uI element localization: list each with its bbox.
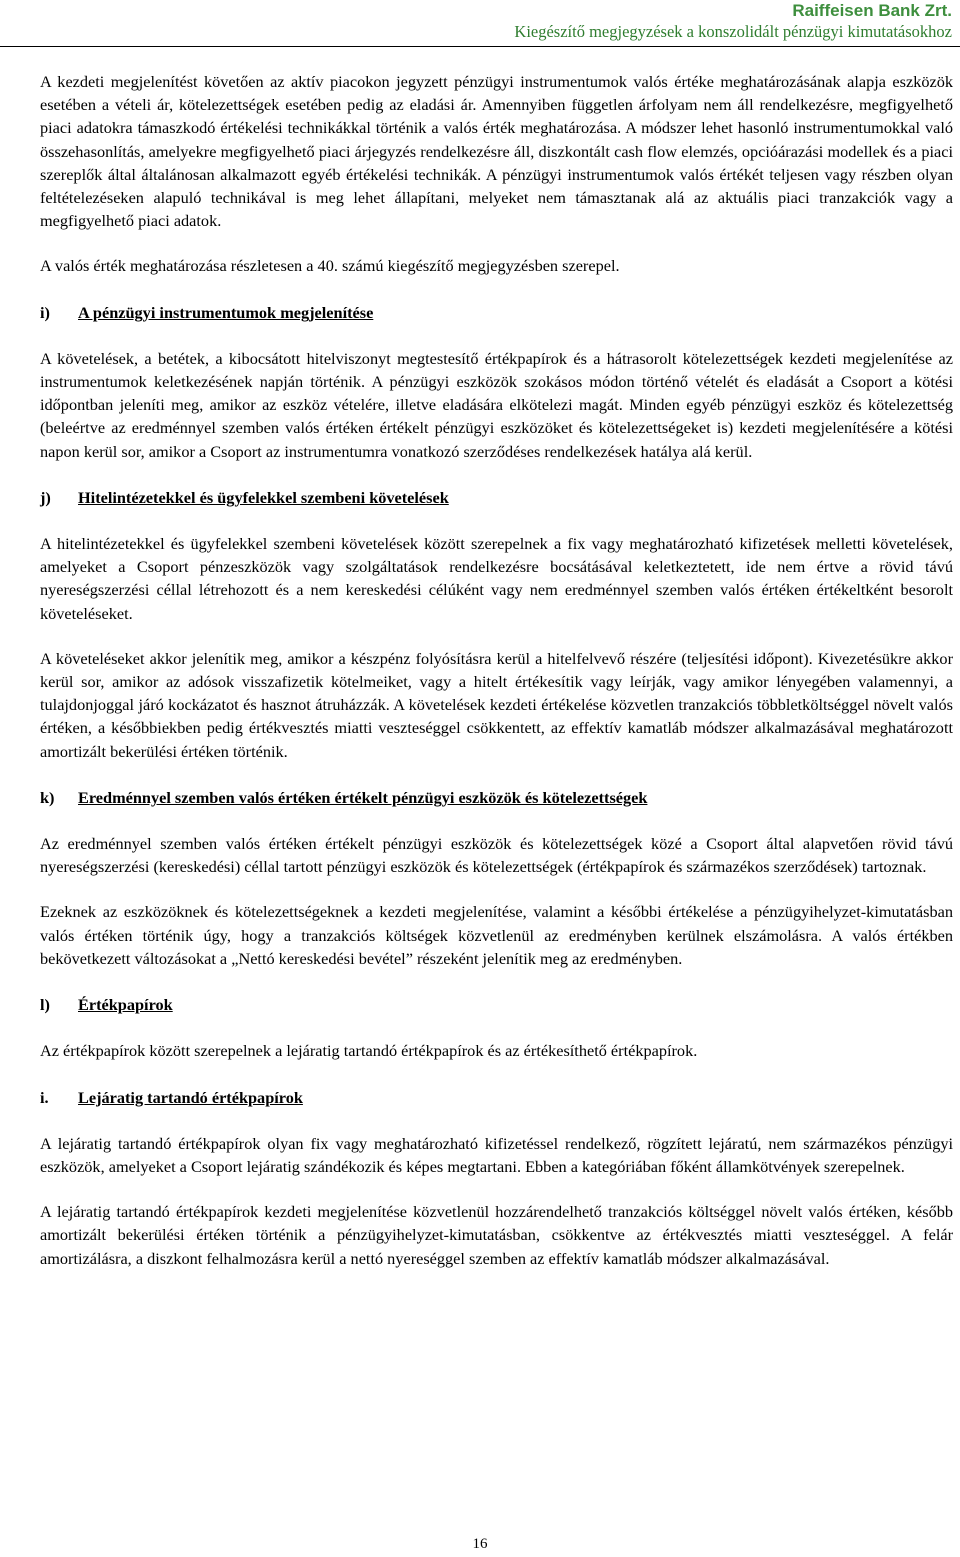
page-number: 16 bbox=[472, 1536, 488, 1552]
section-title: Lejáratig tartandó értékpapírok bbox=[78, 1087, 303, 1107]
section-number: l) bbox=[40, 995, 50, 1015]
section-title: A pénzügyi instrumentumok megjelenítése bbox=[78, 302, 374, 322]
paragraph-recognition: A követelések, a betétek, a kibocsátott hitelviszonyt megtestesítő értékpapírok és a hátrasorolt kötelezettségek kezdeti megjelenítése az instrumentumok keletkezésének napján történik. A pénzügyi eszközök szokásos módon történő vételét és eladását a Csoport a kötési időpontban jeleníti meg, amikor az eszköz vételére, illetve eladására elkötelezi magát. Minden egyéb pénzügyi eszköz és kötelezettség (beleértve az eredménnyel szemben valós értéken értékelt pénzügyi eszközöket és kötelezettségeket is) kezdeti megjelenítésére a kötési napon kerül sor, amikor a Csoport az instrumentumra vonatkozó szerződéses rendelkezések hatálya alá kerül. bbox=[40, 348, 953, 461]
section-heading-j bbox=[40, 486, 953, 509]
page-body bbox=[40, 70, 953, 1270]
paragraph-fair-value: A kezdeti megjelenítést követően az aktív piacokon jegyzett pénzügyi instrumentumok valós értéke meghatározásának alapja eszközök esetében a vételi ár, kötelezettségek esetében pedig az eladási ár. Amennyiben független árfolyam nem áll rendelkezésre, megfigyelhető piaci adatokra támaszkodó értékelési technikákkal történik a valós érték meghatározása. A módszer lehet hasonló instrumentumokkal való összehasonlítás, amelyekre megfigyelhető piaci árjegyzés rendelkezésre áll, diszkontált cash flow elemzés, opcióárazási modellek és a piaci szereplők által általánosan alkalmazott egyéb értékelési technikák. A pénzügyi instrumentumok valós értékét teljesen vagy részben olyan feltételezéseken alapuló technikával is meg lehet állapítani, melyeket nem támasztanak alá az aktuális piaci tranzakciók vagy a megfigyelhető piaci adatok. bbox=[40, 72, 953, 231]
paragraph-fvtpl: Az eredménnyel szemben valós értéken értékelt pénzügyi eszközök és kötelezettségek közé a Csoport által alapvetően rövid távú nyereségszerzési (kereskedési) céllal tartott pénzügyi eszközök és kötelezettségek (értékpapírok és származékos szerződések) tartoznak. bbox=[40, 834, 953, 877]
document-subtitle: Kiegészítő megjegyzések a konszolidált pénzügyi kimutatásokhoz bbox=[514, 22, 952, 41]
section-heading-l bbox=[40, 993, 953, 1016]
section-number: i) bbox=[40, 302, 50, 322]
paragraph-fvtpl-measurement: Ezeknek az eszközöknek és kötelezettségeknek a kezdeti megjelenítése, valamint a későbbi értékelése a pénzügyihelyzet-kimutatásban valós értéken történik úgy, hogy a tranzakciós költségek közvetlenül az eredményben kerülnek elszámolásra. A valós értékben bekövetkezett változásokat a „Nettó kereskedési bevétel” részeként jelenítik meg az eredményben. bbox=[40, 902, 953, 968]
section-heading-htm bbox=[40, 1086, 953, 1109]
paragraph-loans: A hitelintézetekkel és ügyfelekkel szembeni követelések között szerepelnek a fix vagy meghatározható kifizetések melletti követelések, amelyeket a Csoport pénzeszközök vagy szolgáltatások rendelkezésre bocsátásával keletkeztetett, ide nem értve a rövid távú nyereségszerzési céllal létrehozott és a nem kereskedési célúként vagy nem eredménnyel szemben valós értéken értékeltként besorolt követeléseket. bbox=[40, 534, 953, 623]
paragraph-htm: A lejáratig tartandó értékpapírok olyan fix vagy meghatározható kifizetéssel rendelkező, rögzített lejáratú, nem származékos pénzügyi eszközök, amelyeket a Csoport lejáratig szándékozik és képes megtartani. Ebben a kategóriában főként államkötvények szerepelnek. bbox=[40, 1133, 953, 1176]
header-divider bbox=[0, 46, 960, 47]
section-title: Hitelintézetekkel és ügyfelekkel szembeni követelések bbox=[78, 487, 449, 507]
company-name: Raiffeisen Bank Zrt. bbox=[792, 1, 952, 20]
page-header bbox=[514, 0, 952, 43]
paragraph-loans-measurement: A követeléseket akkor jelenítik meg, amikor a készpénz folyósításra kerül a hitelfelvevő részére (teljesítési időpont). Kivezetésükre akkor kerül sor, amikor az adósok visszafizetik kötelmeiket, vagy a hitelt értékesítik vagy leírják, vagy amikor lényegében valamennyi, a tulajdonjoggal járó kockázatot és hasznot átruházzák. A követelések kezdeti értékelése közvetlen tranzakciós többletköltséggel növelt valós értéken, a későbbiekben pedig értékvesztés miatti veszteséggel csökkentett, az effektív kamatláb módszer alkalmazásával meghatározott amortizált bekerülési értéken történik. bbox=[40, 648, 953, 761]
section-heading-k bbox=[40, 786, 953, 809]
section-number: k) bbox=[40, 787, 55, 807]
paragraph-fair-value-ref: A valós érték meghatározása részletesen a 40. számú kiegészítő megjegyzésben szerepel. bbox=[40, 256, 620, 276]
section-number: j) bbox=[40, 487, 51, 507]
section-title: Értékpapírok bbox=[78, 995, 173, 1015]
section-heading-i bbox=[40, 301, 953, 324]
section-title: Eredménnyel szemben valós értéken értékelt pénzügyi eszközök és kötelezettségek bbox=[78, 787, 648, 807]
paragraph-securities: Az értékpapírok között szerepelnek a lejáratig tartandó értékpapírok és az értékesíthető értékpapírok. bbox=[40, 1041, 698, 1061]
paragraph-htm-measurement: A lejáratig tartandó értékpapírok kezdeti megjelenítése közvetlenül hozzárendelhető tranzakciós költséggel növelt valós értéken, később amortizált bekerülési értéken történik a pénzügyihelyzet-kimutatásban, csökkentve az értékvesztés miatti veszteséggel. A felár amortizálásra, a diszkont felhalmozásra kerül a nettó nyereséggel szemben az effektív kamatláb módszer alkalmazásával. bbox=[40, 1202, 953, 1268]
section-number: i. bbox=[40, 1087, 49, 1107]
